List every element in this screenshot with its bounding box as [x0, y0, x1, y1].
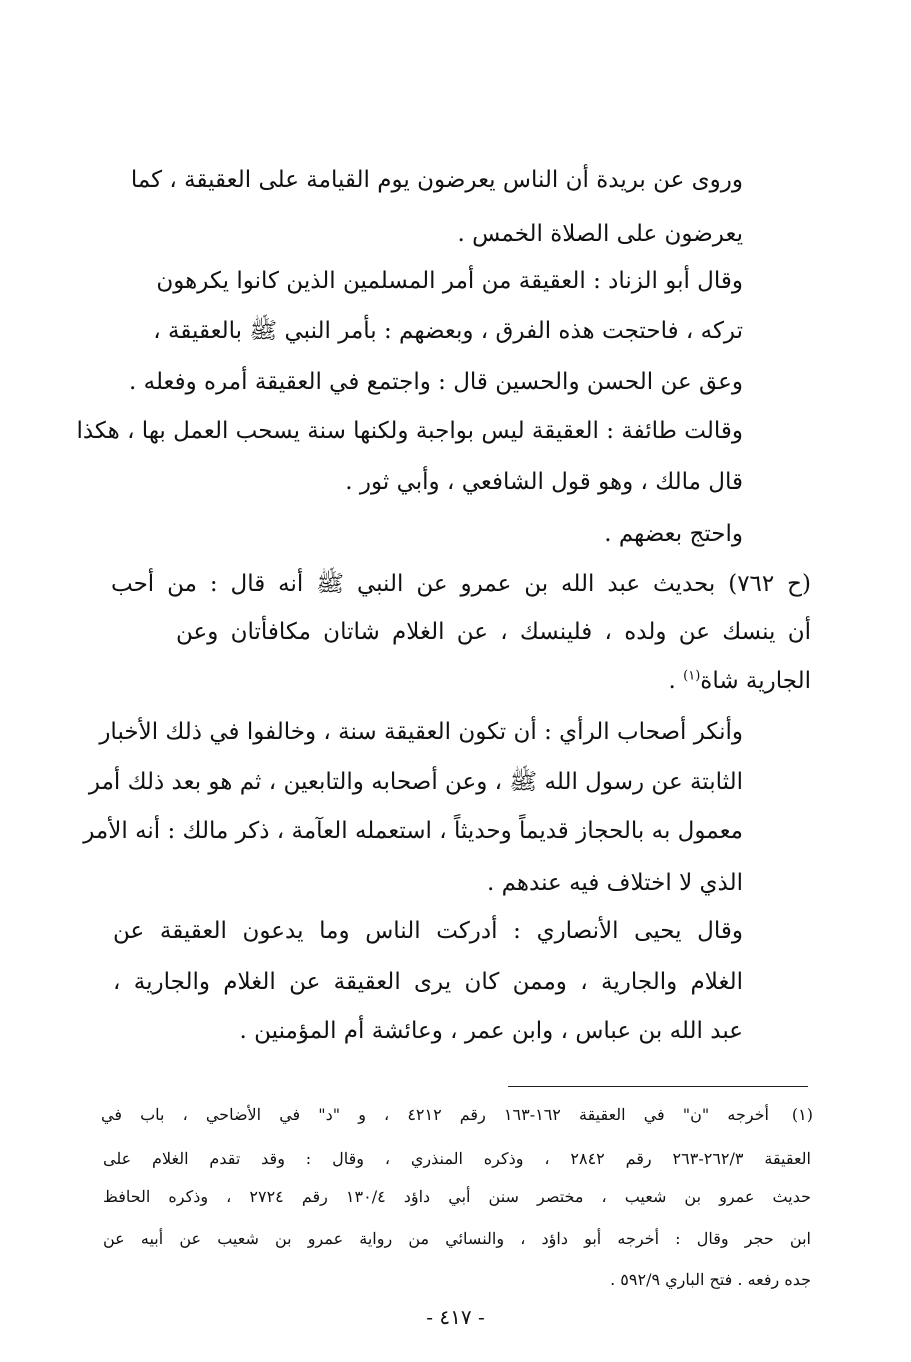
body-line-14: معمول به بالحجاز قديماً وحديثاً ، استعمله العآمة ، ذكر مالك : أنه الأمر — [83, 818, 743, 844]
footnote-line-2: العقيقة ٢٦٢/٣-٢٦٣ رقم ٢٨٤٢ ، وذكره المنذري ، وقال : وقد تقدم الغلام على — [103, 1149, 811, 1168]
body-line-2: يعرضون على الصلاة الخمس . — [457, 221, 743, 247]
footnote-line-1: أخرجه "ن" في العقيقة ١٦٢-١٦٣ رقم ٤٢١٢ ، و "د" في الأضاحي ، باب في — [101, 1105, 770, 1124]
hadith-line-1: (ح ٧٦٢) بحديث عبد الله بن عمرو عن النبي ﷺ أنه قال : من أحب — [111, 571, 811, 597]
body-line-16: وقال يحيى الأنصاري : أدركت الناس وما يدعون العقيقة عن — [113, 918, 743, 944]
body-line-5: وعق عن الحسن والحسين قال : واجتمع في العقيقة أمره وفعله . — [128, 369, 743, 395]
footnote-separator — [508, 1086, 808, 1087]
hadith-line-3-text: الجارية شاة — [700, 668, 811, 694]
footnote-reference-tail: . — [668, 668, 684, 694]
footnote-reference: (١) — [683, 668, 701, 684]
body-line-12: وأنكر أصحاب الرأي : أن تكون العقيقة سنة ، وخالفوا في ذلك الأخبار — [99, 719, 743, 745]
body-line-13: الثابتة عن رسول الله ﷺ ، وعن أصحابه والتابعين ، ثم هو بعد ذلك أمر — [88, 769, 743, 795]
body-line-17: الغلام والجارية ، وممن كان يرى العقيقة عن الغلام والجارية ، — [113, 969, 743, 995]
body-line-15: الذي لا اختلاف فيه عندهم . — [486, 870, 743, 896]
body-line-8: واحتج بعضهم . — [604, 521, 743, 547]
body-line-6: وقالت طائفة : العقيقة ليس بواجبة ولكنها سنة يسحب العمل بها ، هكذا — [76, 418, 743, 444]
footnote-marker: (١) — [791, 1105, 813, 1124]
body-line-7: قال مالك ، وهو قول الشافعي ، وأبي ثور . — [345, 469, 743, 495]
footnote-line-5: جده رفعه . فتح الباري ٥٩٢/٩ . — [610, 1270, 811, 1289]
footnote-line-4: ابن حجر وقال : أخرجه أبو داؤد ، والنسائي من رواية عمرو بن شعيب عن أبيه عن — [103, 1229, 811, 1248]
page-number: - ٤١٧ - — [426, 1305, 485, 1329]
hadith-line-2: أن ينسك عن ولده ، فلينسك ، عن الغلام شاتان مكافأتان وعن — [176, 619, 811, 645]
hadith-line-3 — [176, 663, 811, 699]
body-line-4: تركه ، فاحتجت هذه الفرق ، وبعضهم : بأمر النبي ﷺ بالعقيقة ، — [153, 318, 743, 344]
body-line-1: وروى عن بريدة أن الناس يعرضون يوم القيامة على العقيقة ، كما — [130, 167, 743, 193]
body-line-3: وقال أبو الزناد : العقيقة من أمر المسلمين الذين كانوا يكرهون — [156, 268, 743, 294]
footnote-line-3: حديث عمرو بن شعيب ، مختصر سنن أبي داؤد ١٣٠/٤ رقم ٢٧٢٤ ، وذكره الحافظ — [103, 1187, 811, 1206]
body-line-18: عبد الله بن عباس ، وابن عمر ، وعائشة أم المؤمنين . — [239, 1018, 743, 1044]
